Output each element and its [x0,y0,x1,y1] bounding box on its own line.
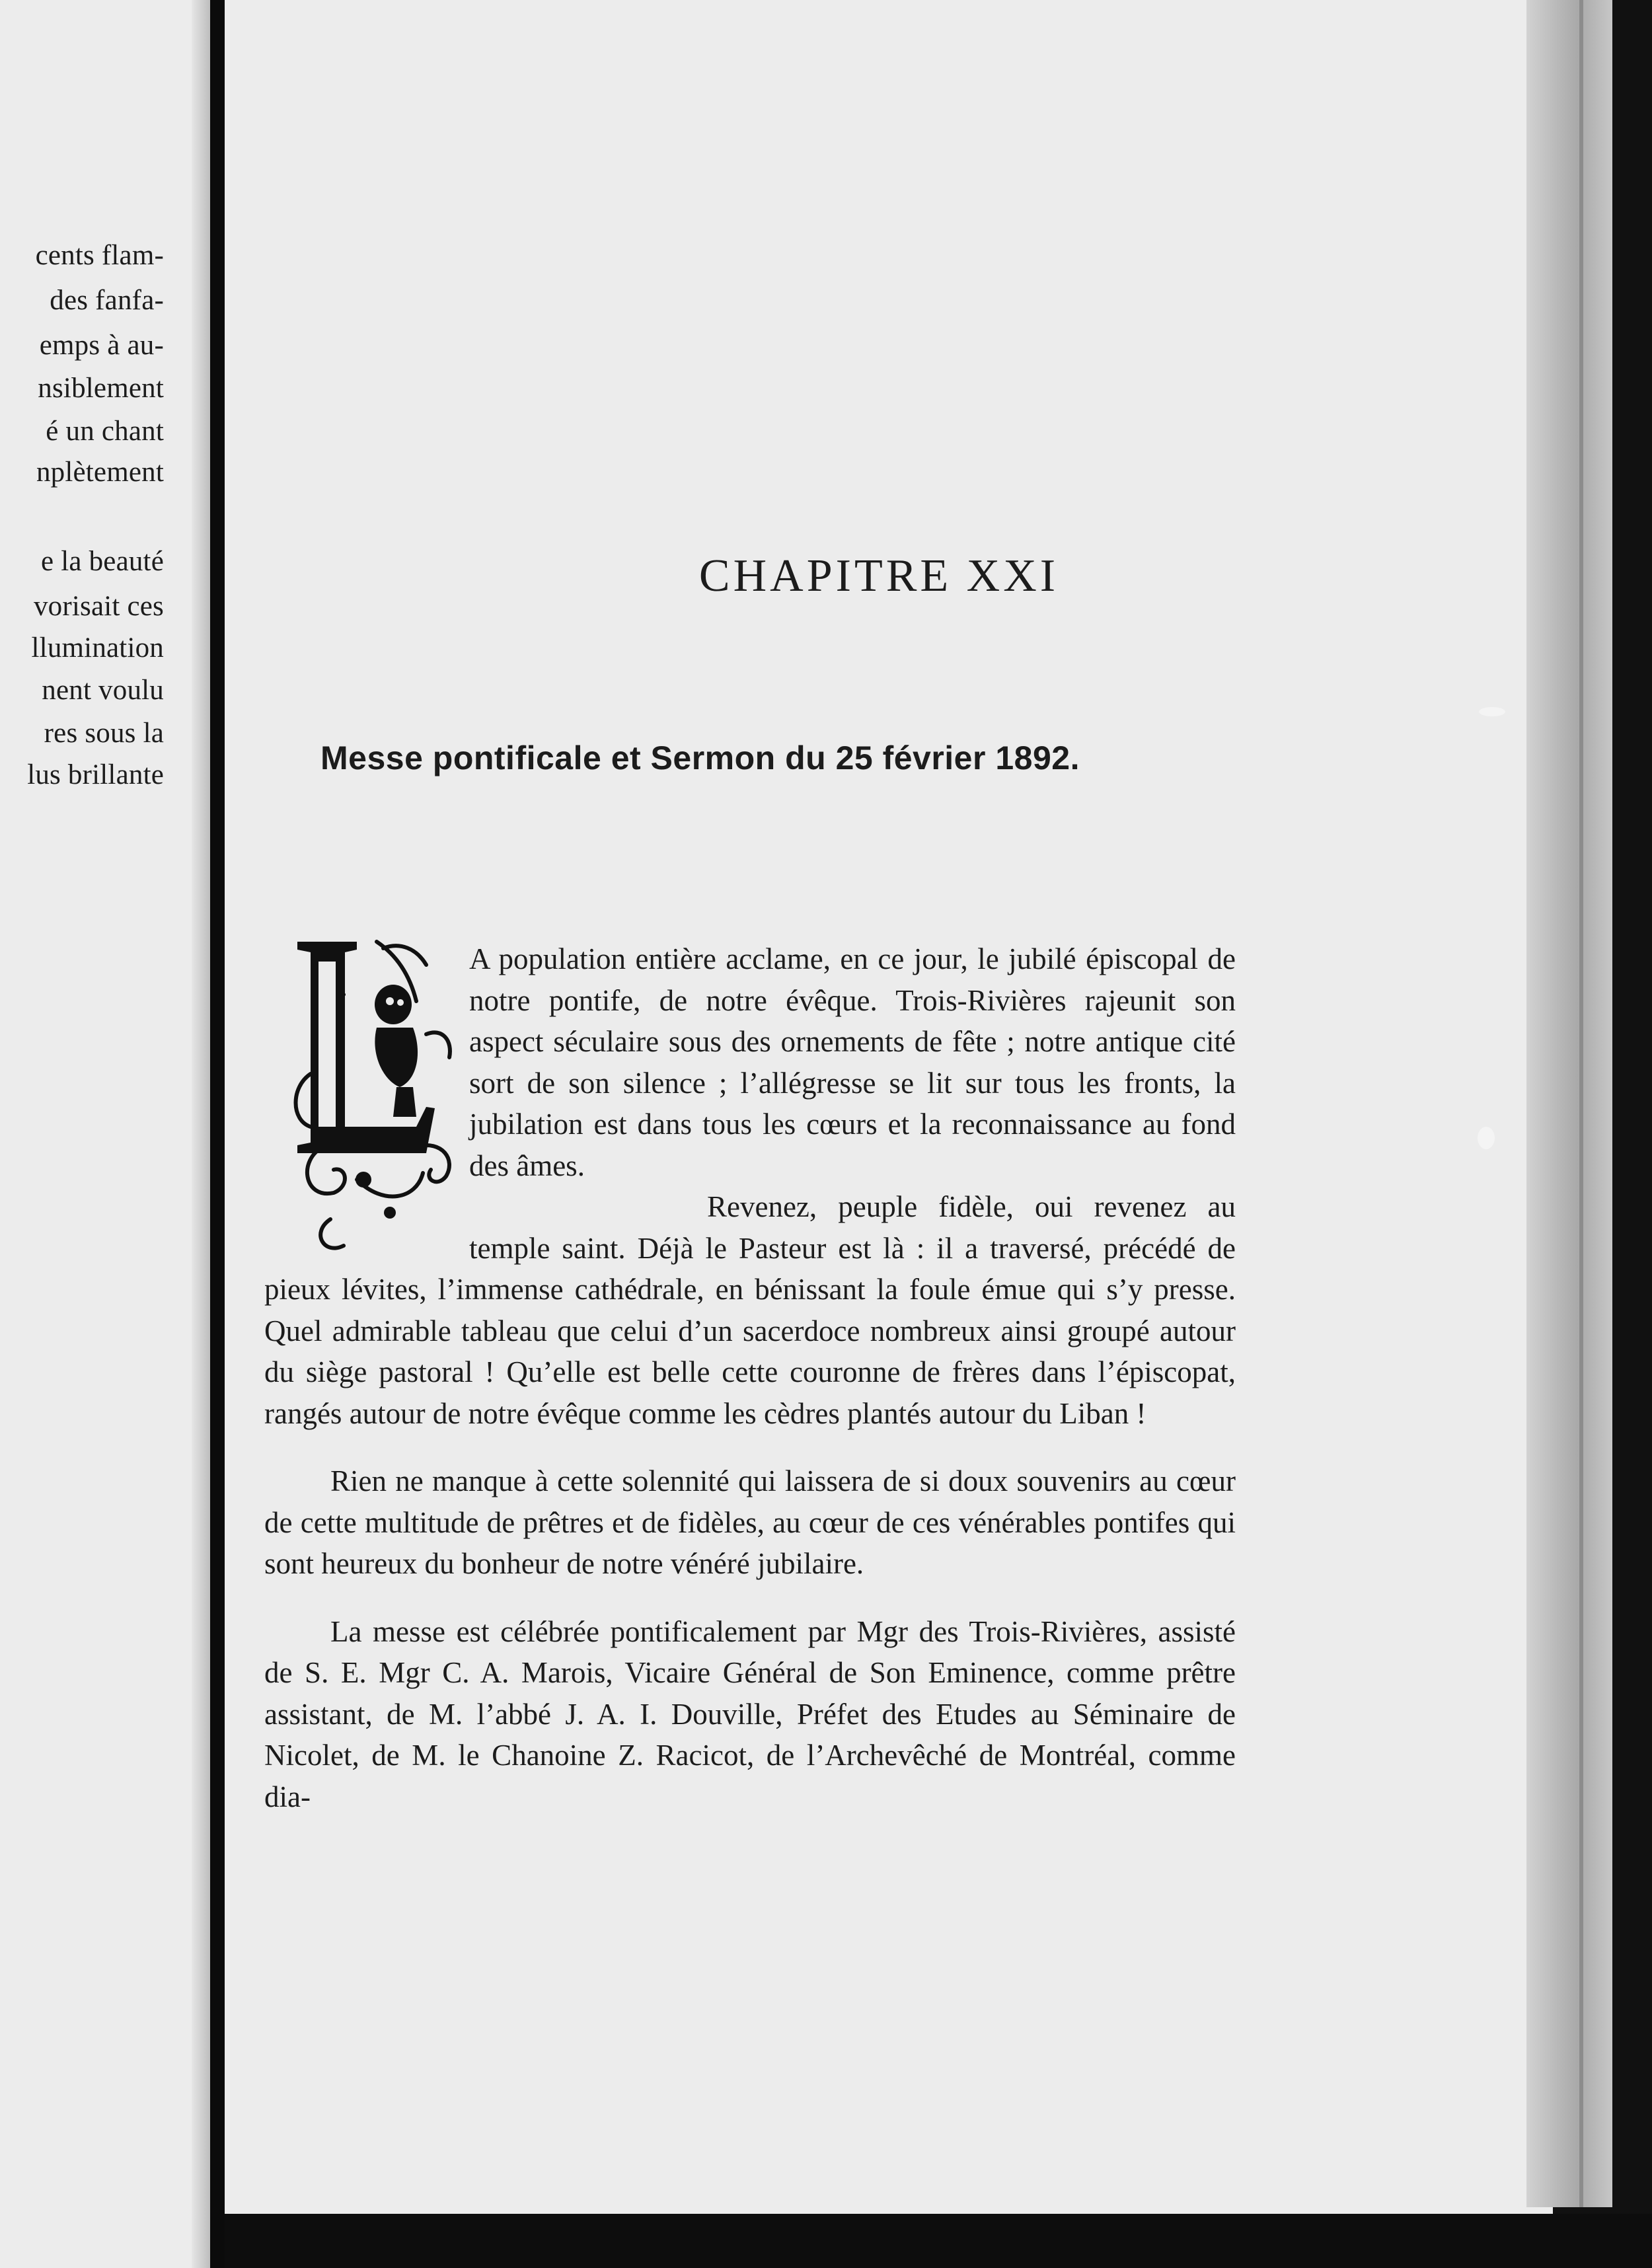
body-text [264,938,1236,1844]
left-page-line: nsiblement [38,373,164,404]
left-page-line: é un chant [46,416,164,447]
dropcap-space [264,938,469,1259]
left-page-line: cents flam- [35,240,164,271]
left-page-fragment [0,0,210,2268]
left-page-line: e la beauté [40,546,164,577]
paragraph: Revenez, peuple fidèle, oui revenez au temple saint. Déjà le Pasteur est là : il a traversé, précédé de pieux lévites, l’immense cathédrale, en bénissant la foule émue qui s’y presse. Quel admirable tableau que celui d’un sacerdoce nombreux ainsi groupé autour du siège pastoral ! Qu’elle est belle cette couronne de frères dans l’épiscopat, rangés autour de notre évêque comme les cèdres plantés autour du Liban ! [264,1190,1236,1430]
scan-speck [1479,707,1505,716]
chapter-title: CHAPITRE XXI [698,550,1059,601]
page-edge [1526,0,1612,2207]
left-page-line: res sous la [44,718,164,749]
left-page-line: vorisait ces [33,591,164,622]
left-page-line: nplètement [36,457,164,488]
paragraph: Rien ne manque à cette solennité qui laissera de si doux souvenirs au cœur de cette multitude de prêtres et de fidèles, au cœur de ces vénérables pontifes qui sont heureux du bonheur de notre vénéré jubilaire. [264,1464,1236,1580]
left-page-line: nent voulu [42,675,164,706]
scan-speck [1478,1127,1495,1149]
left-page-line: llumination [31,632,164,663]
left-page-line: emps à au- [39,330,164,361]
left-page-line: lus brillante [27,759,164,790]
chapter-subtitle: Messe pontificale et Sermon du 25 février 1892. [320,739,1080,776]
spine-shadow [192,0,210,2268]
scan-border [225,2214,1652,2268]
book-gutter [210,0,225,2268]
paragraph: A population entière acclame, en ce jour, le jubilé épiscopal de notre pontife, de notre évêque. Trois-Rivières rajeunit son aspect séculaire sous des ornements de fête ; notre antique cité sort de son silence ; l’allégresse se lit sur tous les fronts, la jubilation est dans tous les cœurs et la reconnaissance au fond des âmes. [469,942,1236,1182]
paragraph: La messe est célébrée pontificalement par Mgr des Trois-Rivières, assisté de S. E. Mgr C. A. Marois, Vicaire Général de Son Eminence, comme prêtre assistant, de M. l’abbé J. A. I. Douville, Préfet des Etudes au Séminaire de Nicolet, de M. le Chanoine Z. Racicot, de l’Archevêché de Montréal, comme dia- [264,1614,1236,1813]
left-page-line: des fanfa- [50,285,164,316]
